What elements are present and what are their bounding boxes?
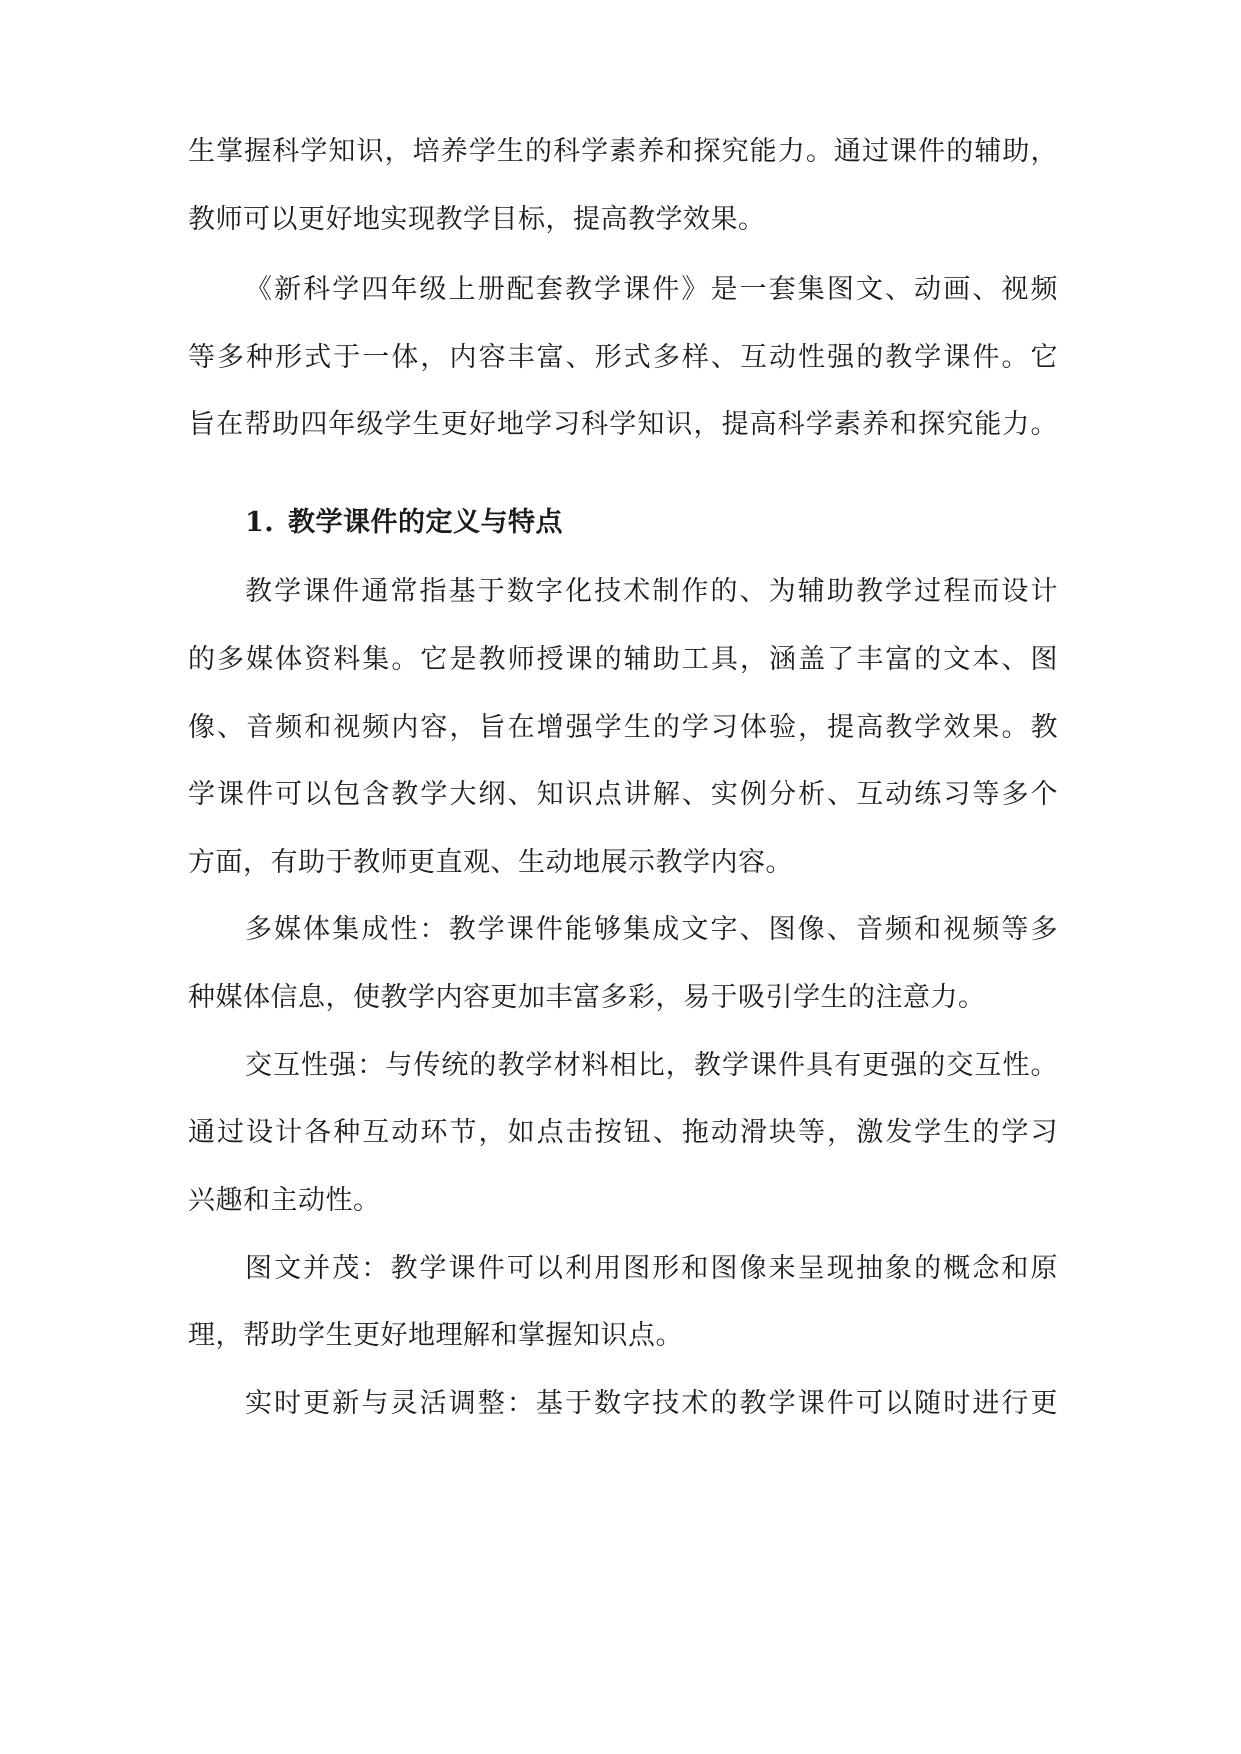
- paragraph-line: 等多种形式于一体，内容丰富、形式多样、互动性强的教学课件。它: [188, 342, 1058, 373]
- paragraph-line: 兴趣和主动性。: [188, 1185, 381, 1216]
- paragraph-line: 种媒体信息，使教学内容更加丰富多彩，易于吸引学生的注意力。: [188, 982, 986, 1013]
- paragraph-line: 教学课件通常指基于数字化技术制作的、为辅助教学过程而设计: [245, 576, 1058, 607]
- section-heading: [245, 503, 945, 543]
- paragraph-line: 像、音频和视频内容，旨在增强学生的学习体验，提高教学效果。教: [188, 712, 1058, 743]
- section-number: 1.: [245, 507, 275, 538]
- paragraph-line: 的多媒体资料集。它是教师授课的辅助工具，涵盖了丰富的文本、图: [188, 644, 1058, 675]
- paragraph-line: 交互性强：与传统的教学材料相比，教学课件具有更强的交互性。: [245, 1050, 1058, 1081]
- paragraph-line: 通过设计各种互动环节，如点击按钮、拖动滑块等，激发学生的学习: [188, 1117, 1058, 1148]
- paragraph-line: 实时更新与灵活调整：基于数字技术的教学课件可以随时进行更: [245, 1388, 1058, 1419]
- paragraph-line: 生掌握科学知识，培养学生的科学素养和探究能力。通过课件的辅助，: [188, 136, 1058, 167]
- paragraph-line: 教师可以更好地实现教学目标，提高教学效果。: [188, 204, 766, 235]
- paragraph-line: 理，帮助学生更好地理解和掌握知识点。: [188, 1320, 683, 1351]
- paragraph-line: 旨在帮助四年级学生更好地学习科学知识，提高科学素养和探究能力。: [188, 409, 1058, 440]
- paragraph-line: 多媒体集成性：教学课件能够集成文字、图像、音频和视频等多: [245, 914, 1058, 945]
- paragraph-line: 学课件可以包含教学大纲、知识点讲解、实例分析、互动练习等多个: [188, 779, 1058, 810]
- paragraph-line: 《新科学四年级上册配套教学课件》是一套集图文、动画、视频: [245, 274, 1058, 305]
- section-title: 教学课件的定义与特点: [288, 507, 563, 538]
- paragraph-line: 图文并茂：教学课件可以利用图形和图像来呈现抽象的概念和原: [245, 1253, 1058, 1284]
- paragraph-line: 方面，有助于教师更直观、生动地展示教学内容。: [188, 847, 793, 878]
